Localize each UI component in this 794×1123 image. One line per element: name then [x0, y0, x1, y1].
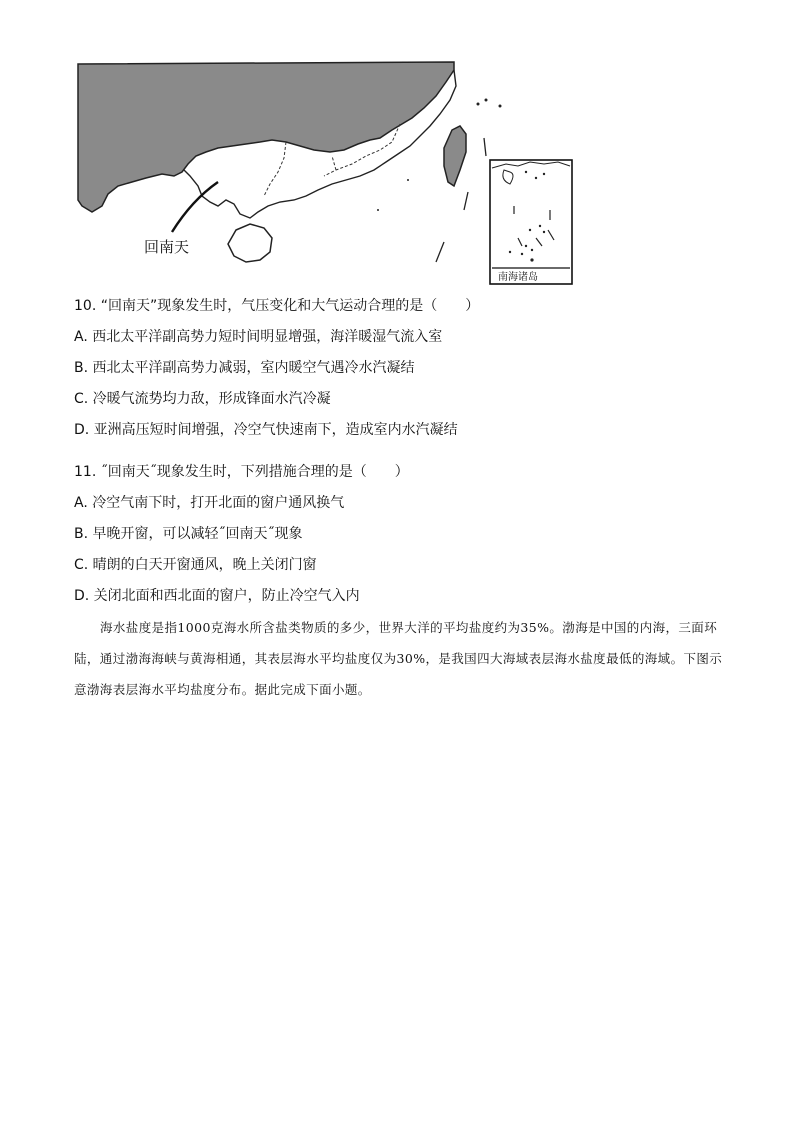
question-11-option-c: C. 晴朗的白天开窗通风，晚上关闭门窗 [74, 557, 317, 573]
region-label: 回南天 [144, 238, 190, 256]
taiwan-island [444, 126, 466, 186]
question-11-option-d: D. 关闭北面和西北面的窗户，防止冷空气入内 [74, 588, 360, 604]
question-11-option-b: B. 早晚开窗，可以减轻˝回南天˝现象 [74, 526, 303, 542]
map-figure [74, 60, 574, 290]
south-sea-inset [490, 160, 572, 284]
question-10-option-b: B. 西北太平洋副高势力减弱，室内暖空气遇冷水汽凝结 [74, 360, 415, 376]
question-10-option-c: C. 冷暖气流势均力敌，形成锋面水汽冷凝 [74, 391, 331, 407]
pointer-line [172, 182, 218, 232]
question-11-option-a: A. 冷空气南下时，打开北面的窗户通风换气 [74, 495, 345, 511]
inset-label: 南海诸岛 [498, 272, 538, 283]
passage-text: 海水盐度是指1000克海水所含盐类物质的多少，世界大洋的平均盐度约为35%。渤海是中国的内海，三面环陆，通过渤海海峡与黄海相通，其表层海水平均盐度仅为30%，是我国四大海域表层海水盐度最低的海域。下图示意渤海表层海水平均盐度分布。据此完成下面小题。 [74, 620, 723, 697]
question-11-title: 11. ˝回南天˝现象发生时，下列措施合理的是（ ） [74, 464, 409, 480]
question-10-option-a: A. 西北太平洋副高势力短时间明显增强，海洋暖湿气流入室 [74, 329, 443, 345]
hainan-island [228, 224, 272, 262]
mainland-land [78, 62, 454, 212]
question-10-title: 10. “回南天”现象发生时，气压变化和大气运动合理的是（ ） [74, 298, 480, 314]
salinity-passage [74, 612, 724, 705]
question-10-option-d: D. 亚洲高压短时间增强，冷空气快速南下，造成室内水汽凝结 [74, 422, 458, 438]
